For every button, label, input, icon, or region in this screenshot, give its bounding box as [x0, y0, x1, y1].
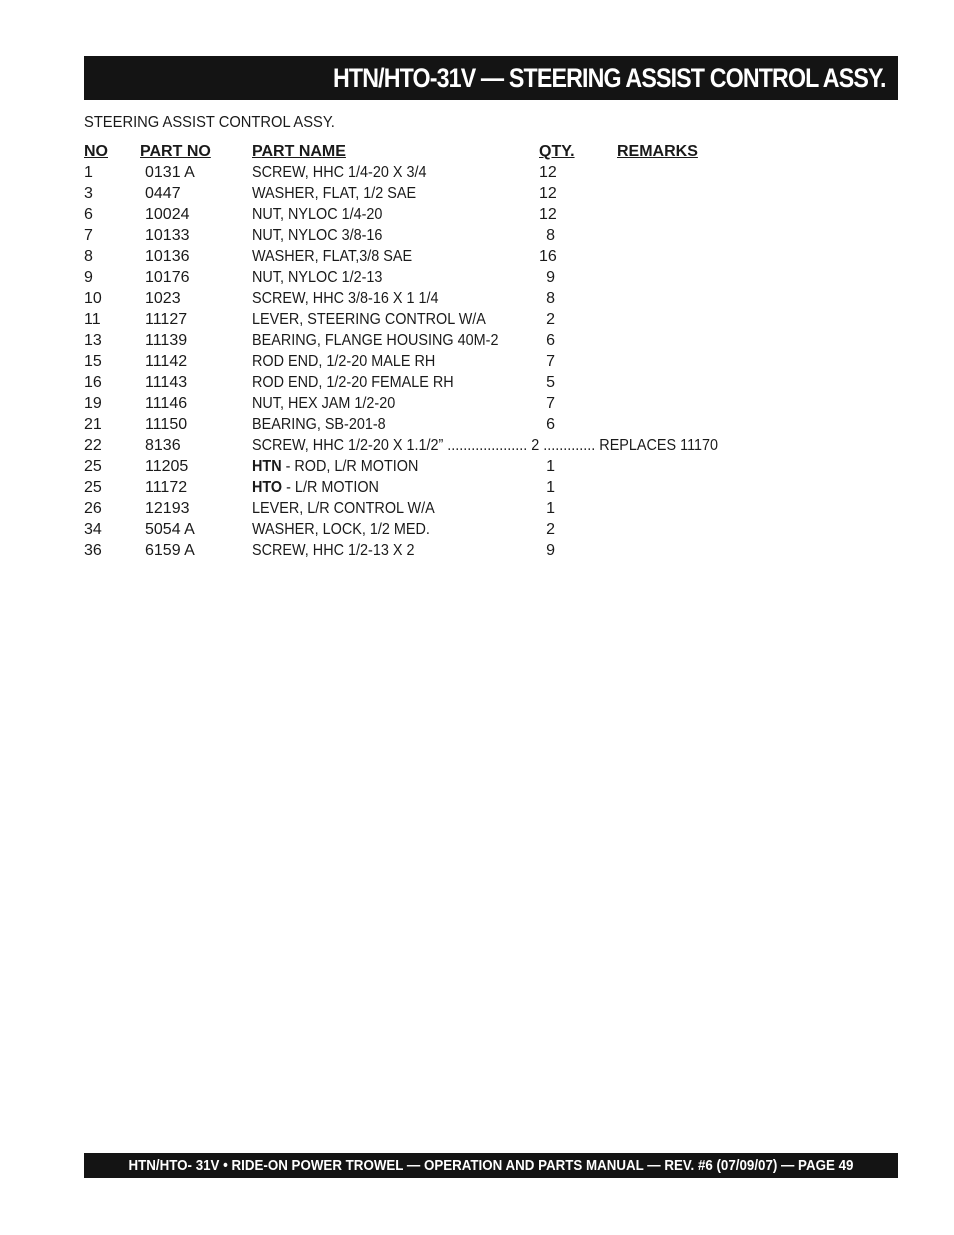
page-footer-bar — [84, 1153, 898, 1178]
table-row — [84, 183, 784, 204]
row-part-name-text: ROD END, 1/2-20 MALE RH — [252, 353, 436, 370]
row-model-prefix: HTO — [252, 479, 283, 496]
column-header-no: NO — [84, 143, 108, 160]
row-part-name — [252, 498, 552, 519]
table-row — [84, 246, 784, 267]
row-part-name-text: NUT, HEX JAM 1/2-20 — [252, 395, 396, 412]
table-row — [84, 540, 784, 561]
row-qty: 12 — [539, 206, 557, 223]
row-part-no: 11205 — [145, 458, 189, 475]
table-row — [84, 372, 784, 393]
row-qty: 16 — [539, 248, 557, 265]
row-part-name-text: NUT, NYLOC 1/4-20 — [252, 206, 383, 223]
row-part-name-text: WASHER, LOCK, 1/2 MED. — [252, 521, 430, 538]
row-part-name — [252, 540, 552, 561]
row-qty: 9 — [546, 269, 555, 286]
table-row — [84, 225, 784, 246]
row-part-no: 11142 — [145, 353, 188, 370]
row-part-name — [252, 183, 552, 204]
row-no: 9 — [84, 269, 93, 286]
row-part-no: 10024 — [145, 206, 190, 223]
row-no: 34 — [84, 521, 102, 538]
row-part-name — [252, 204, 552, 225]
row-part-name-text: SCREW, HHC 3/8-16 X 1 1/4 — [252, 290, 439, 307]
row-part-name-text: BEARING, SB-201-8 — [252, 416, 386, 433]
row-part-name — [252, 477, 552, 498]
row-part-name — [252, 162, 552, 183]
page-header-bar — [84, 56, 898, 100]
column-header-qty: QTY. — [539, 143, 575, 160]
row-no: 8 — [84, 248, 93, 265]
row-part-no: 6159 A — [145, 542, 195, 559]
row-part-no: 11172 — [145, 479, 188, 496]
row-part-name-text: BEARING, FLANGE HOUSING 40M-2 — [252, 332, 499, 349]
row-no: 15 — [84, 353, 102, 370]
row-no: 16 — [84, 374, 102, 391]
page-title: HTN/HTO-31V — STEERING ASSIST CONTROL ASSY. — [333, 62, 886, 93]
row-part-no: 11139 — [145, 332, 188, 349]
row-qty: 7 — [546, 353, 555, 370]
table-row — [84, 267, 784, 288]
row-part-name-text: WASHER, FLAT,3/8 SAE — [252, 248, 413, 265]
table-row — [84, 351, 784, 372]
row-part-no: 1023 — [145, 290, 181, 307]
row-part-name — [252, 372, 552, 393]
table-row — [84, 309, 784, 330]
row-qty: 1 — [546, 500, 555, 517]
section-title: STEERING ASSIST CONTROL ASSY. — [84, 114, 335, 131]
table-row — [84, 288, 784, 309]
row-part-name — [252, 330, 552, 351]
row-qty: 8 — [546, 290, 555, 307]
column-header-part-name: PART NAME — [252, 143, 346, 160]
row-part-name — [252, 309, 552, 330]
row-part-no: 10176 — [145, 269, 190, 286]
row-part-name — [252, 351, 552, 372]
row-no: 10 — [84, 290, 102, 307]
row-no: 7 — [84, 227, 93, 244]
row-no: 3 — [84, 185, 93, 202]
row-part-no: 8136 — [145, 437, 181, 454]
table-row — [84, 456, 784, 477]
row-part-no: 11127 — [145, 311, 188, 328]
row-part-name — [252, 393, 552, 414]
row-part-name-text: SCREW, HHC 1/4-20 X 3/4 — [252, 164, 427, 181]
row-part-no: 10136 — [145, 248, 190, 265]
table-row — [84, 477, 784, 498]
row-no: 22 — [84, 437, 102, 454]
row-part-no: 0447 — [145, 185, 181, 202]
row-qty: 6 — [546, 332, 555, 349]
row-part-no: 11143 — [145, 374, 188, 391]
row-part-name-text: WASHER, FLAT, 1/2 SAE — [252, 185, 417, 202]
table-row — [84, 519, 784, 540]
row-qty: 5 — [546, 374, 555, 391]
row-qty: 9 — [546, 542, 555, 559]
parts-list-header — [84, 141, 784, 162]
row-no: 1 — [84, 164, 93, 181]
row-part-name-text: - L/R MOTION — [282, 479, 379, 496]
row-no: 11 — [84, 311, 101, 328]
row-part-name-text: SCREW, HHC 1/2-20 X 1.1/2” .................... 2 ............. REPLACES 11170 — [252, 437, 719, 454]
row-part-name — [252, 435, 719, 456]
row-qty: 2 — [546, 311, 555, 328]
row-part-no: 12193 — [145, 500, 190, 517]
column-header-part-no: PART NO — [140, 143, 211, 160]
row-qty: 1 — [546, 479, 555, 496]
row-no: 26 — [84, 500, 102, 517]
row-qty: 1 — [546, 458, 555, 475]
table-row — [84, 330, 784, 351]
row-part-name — [252, 267, 552, 288]
table-row — [84, 414, 784, 435]
row-no: 19 — [84, 395, 102, 412]
row-part-name — [252, 414, 552, 435]
row-part-no: 5054 A — [145, 521, 195, 538]
row-qty: 2 — [546, 521, 555, 538]
row-qty: 8 — [546, 227, 555, 244]
row-part-no: 11150 — [145, 416, 188, 433]
row-qty: 12 — [539, 164, 557, 181]
row-no: 13 — [84, 332, 102, 349]
row-part-name-text: - ROD, L/R MOTION — [281, 458, 419, 475]
row-part-no: 11146 — [145, 395, 188, 412]
row-no: 21 — [84, 416, 102, 433]
row-part-name — [252, 456, 552, 477]
table-row — [84, 498, 784, 519]
row-part-name-text: ROD END, 1/2-20 FEMALE RH — [252, 374, 454, 391]
row-part-name — [252, 246, 552, 267]
table-row — [84, 162, 784, 183]
row-part-name — [252, 519, 552, 540]
row-no: 25 — [84, 479, 102, 496]
row-part-name-text: LEVER, L/R CONTROL W/A — [252, 500, 435, 517]
parts-list-rows — [84, 162, 784, 561]
column-header-remarks: REMARKS — [617, 143, 698, 160]
row-part-name — [252, 225, 552, 246]
row-qty: 6 — [546, 416, 555, 433]
row-part-name-text: SCREW, HHC 1/2-13 X 2 — [252, 542, 415, 559]
row-qty: 12 — [539, 185, 557, 202]
row-part-no: 10133 — [145, 227, 190, 244]
table-row — [84, 393, 784, 414]
row-model-prefix: HTN — [252, 458, 282, 475]
row-no: 36 — [84, 542, 102, 559]
row-no: 25 — [84, 458, 102, 475]
row-part-no: 0131 A — [145, 164, 195, 181]
row-no: 6 — [84, 206, 93, 223]
row-part-name — [252, 288, 552, 309]
row-qty: 7 — [546, 395, 555, 412]
row-part-name-text: LEVER, STEERING CONTROL W/A — [252, 311, 486, 328]
page-footer-text: HTN/HTO- 31V • RIDE-ON POWER TROWEL — OPERATION AND PARTS MANUAL — REV. #6 (07/09/07) — PAGE 49 — [128, 1157, 854, 1174]
row-part-name-text: NUT, NYLOC 3/8-16 — [252, 227, 383, 244]
table-row — [84, 204, 784, 225]
table-row — [84, 435, 784, 456]
parts-list — [84, 141, 784, 561]
row-part-name-text: NUT, NYLOC 1/2-13 — [252, 269, 383, 286]
